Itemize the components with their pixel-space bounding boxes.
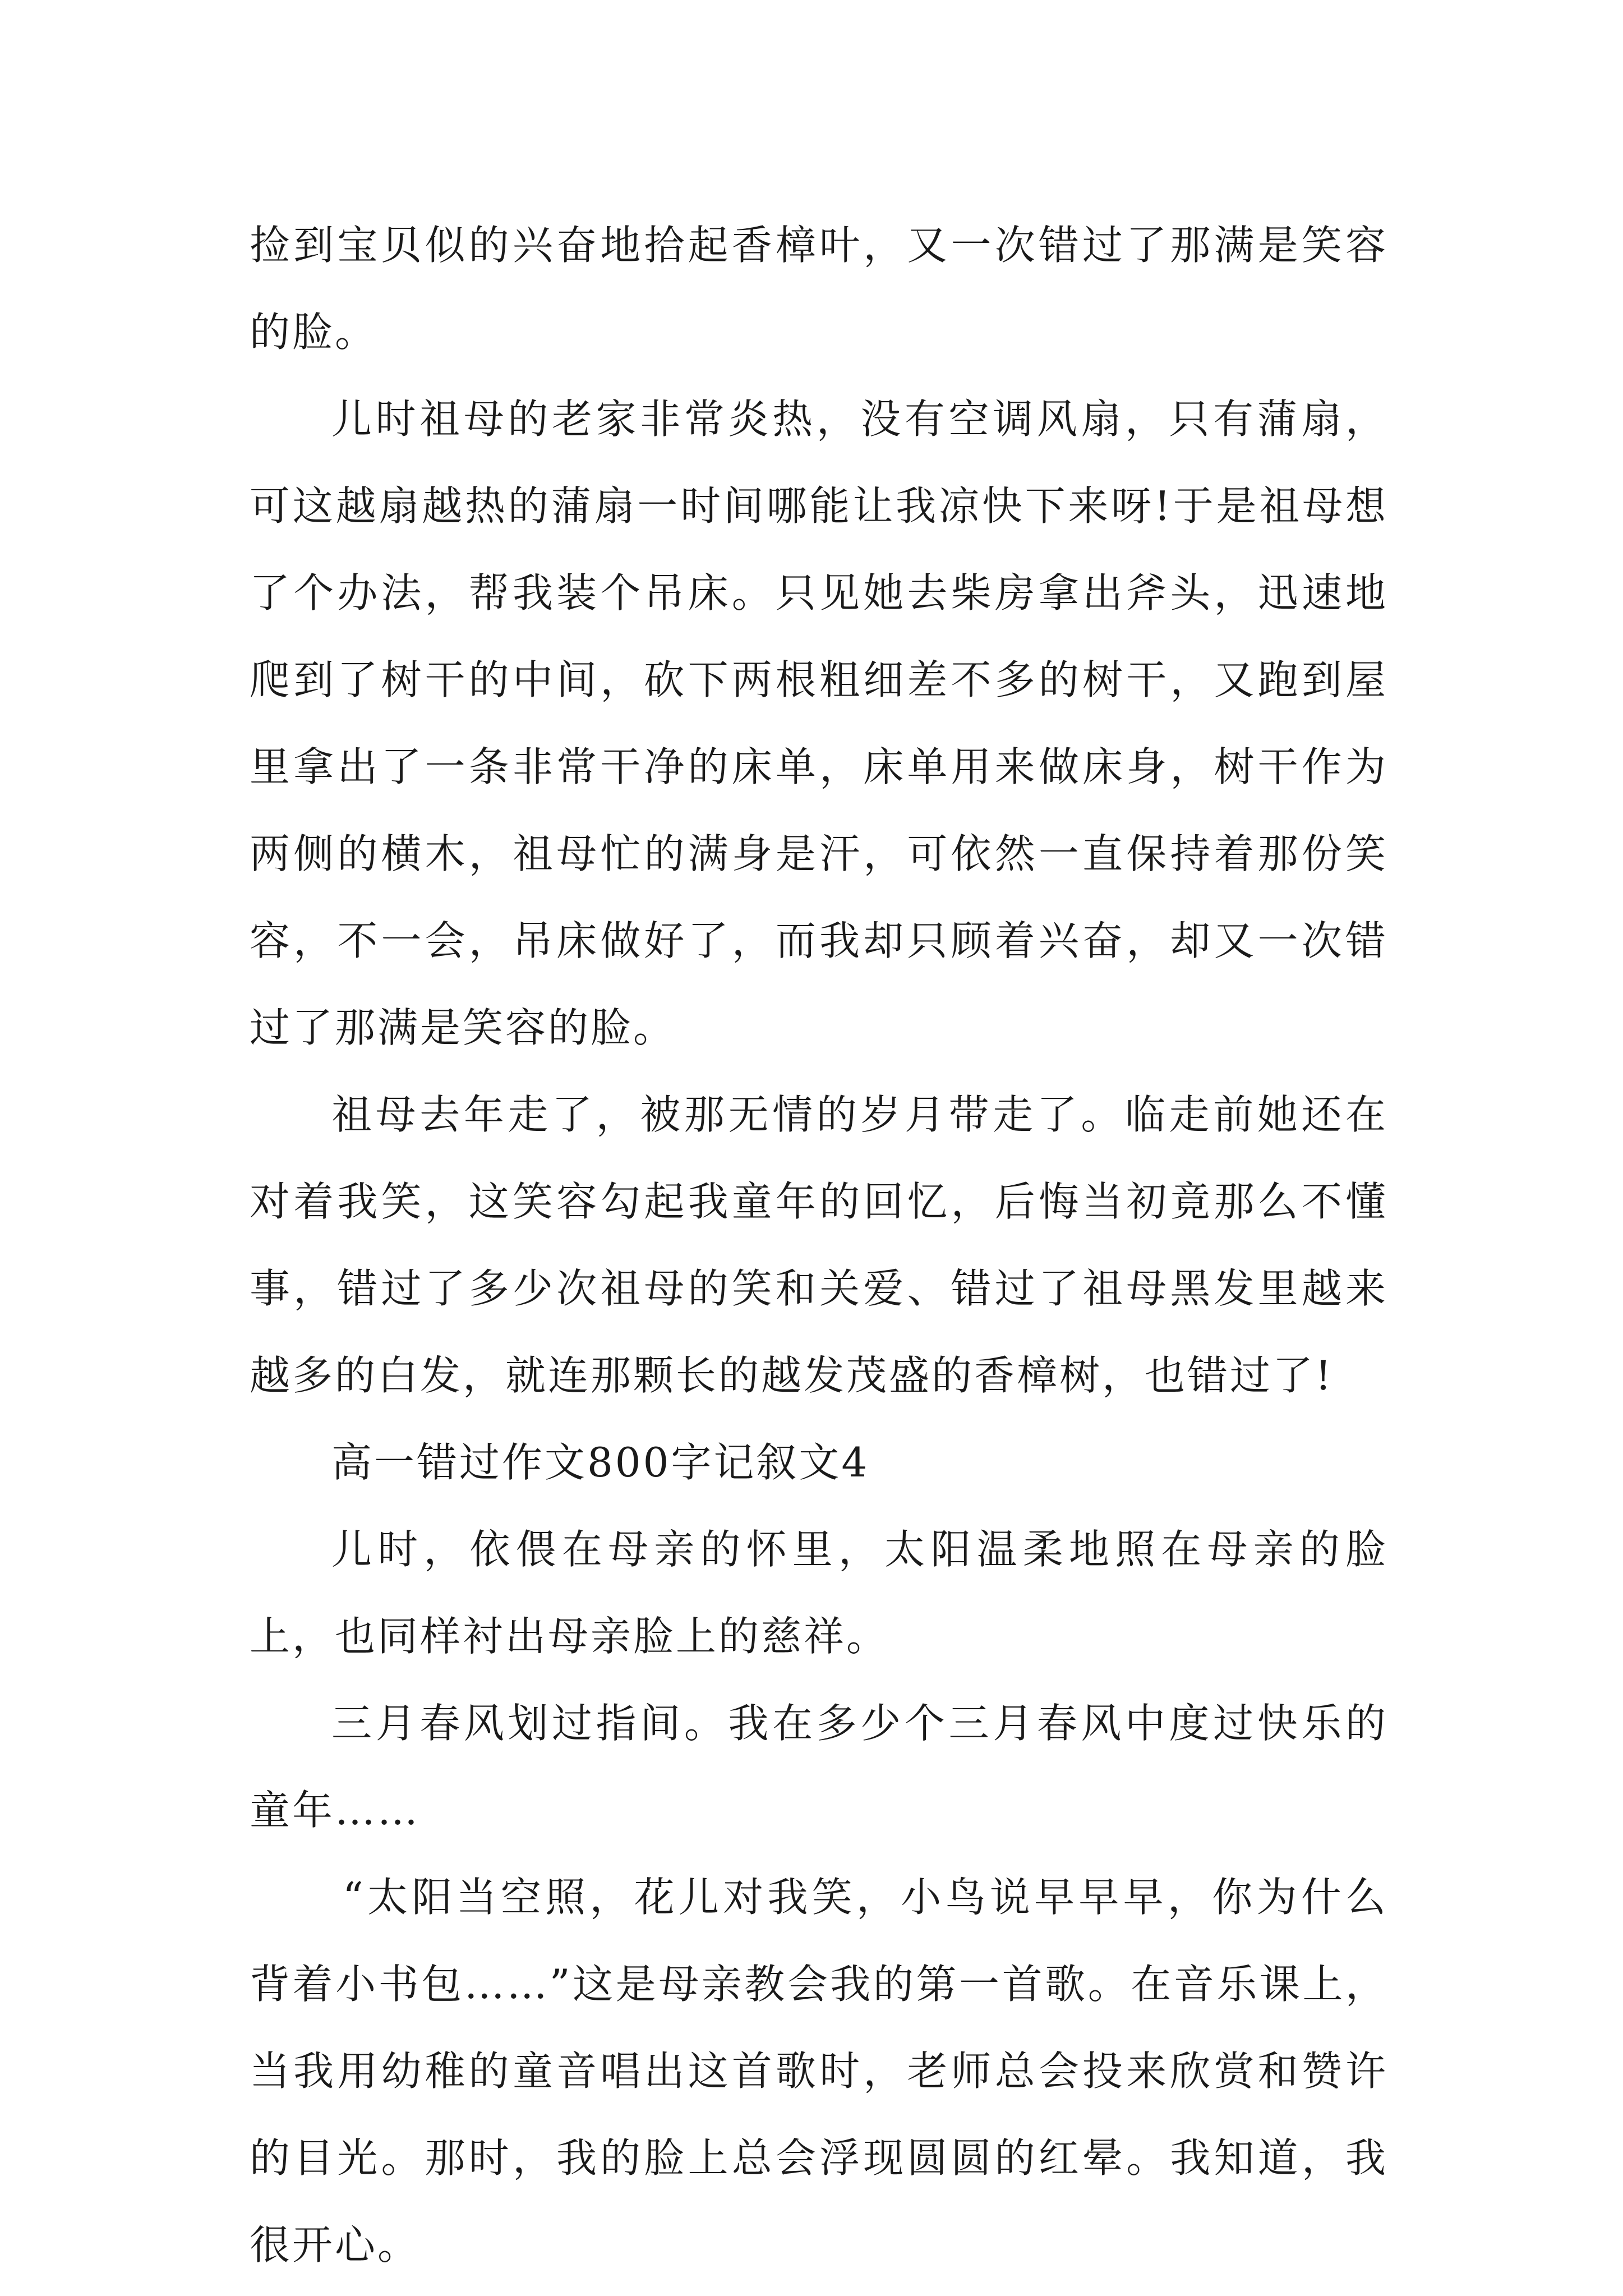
section-heading: 高一错过作文800字记叙文4 (331, 1439, 870, 1486)
paragraph-4: 儿时，依偎在母亲的怀里，太阳温柔地照在母亲的脸上，也同样衬出母亲脸上的慈祥。 (250, 1526, 1388, 1660)
paragraph-1: 捡到宝贝似的兴奋地拾起香樟叶，又一次错过了那满是笑容的脸。 (250, 222, 1388, 356)
paragraph-2: 儿时祖母的老家非常炎热，没有空调风扇，只有蒲扇，可这越扇越热的蒲扇一时间哪能让我凉快下来呀!于是祖母想了个办法，帮我装个吊床。只见她去柴房拿出斧头，迅速地爬到了树干的中间，砍下两根粗细差不多的树干，又跑到屋里拿出了一条非常干净的床单，床单用来做床身，树干作为两侧的横木，祖母忙的满身是汗，可依然一直保持着那份笑容，不一会，吊床做好了，而我却只顾着兴奋，却又一次错过了那满是笑容的脸。 (250, 395, 1388, 1051)
paragraph-3: 祖母去年走了，被那无情的岁月带走了。临走前她还在对着我笑，这笑容勾起我童年的回忆，后悔当初竟那么不懂事，错过了多少次祖母的笑和关爱、错过了祖母黑发里越来越多的白发，就连那颗长的越发茂盛的香樟树，也错过了! (250, 1091, 1388, 1399)
paragraph-5: 三月春风划过指间。我在多少个三月春风中度过快乐的童年…… (250, 1700, 1388, 1834)
document-body (250, 202, 1388, 2289)
paragraph-6: “太阳当空照，花儿对我笑，小鸟说早早早，你为什么背着小书包……”这是母亲教会我的第一首歌。在音乐课上，当我用幼稚的童音唱出这首歌时，老师总会投来欣赏和赞许的目光。那时，我的脸上总会浮现圆圆的红晕。我知道，我很开心。 (250, 1874, 1388, 2269)
